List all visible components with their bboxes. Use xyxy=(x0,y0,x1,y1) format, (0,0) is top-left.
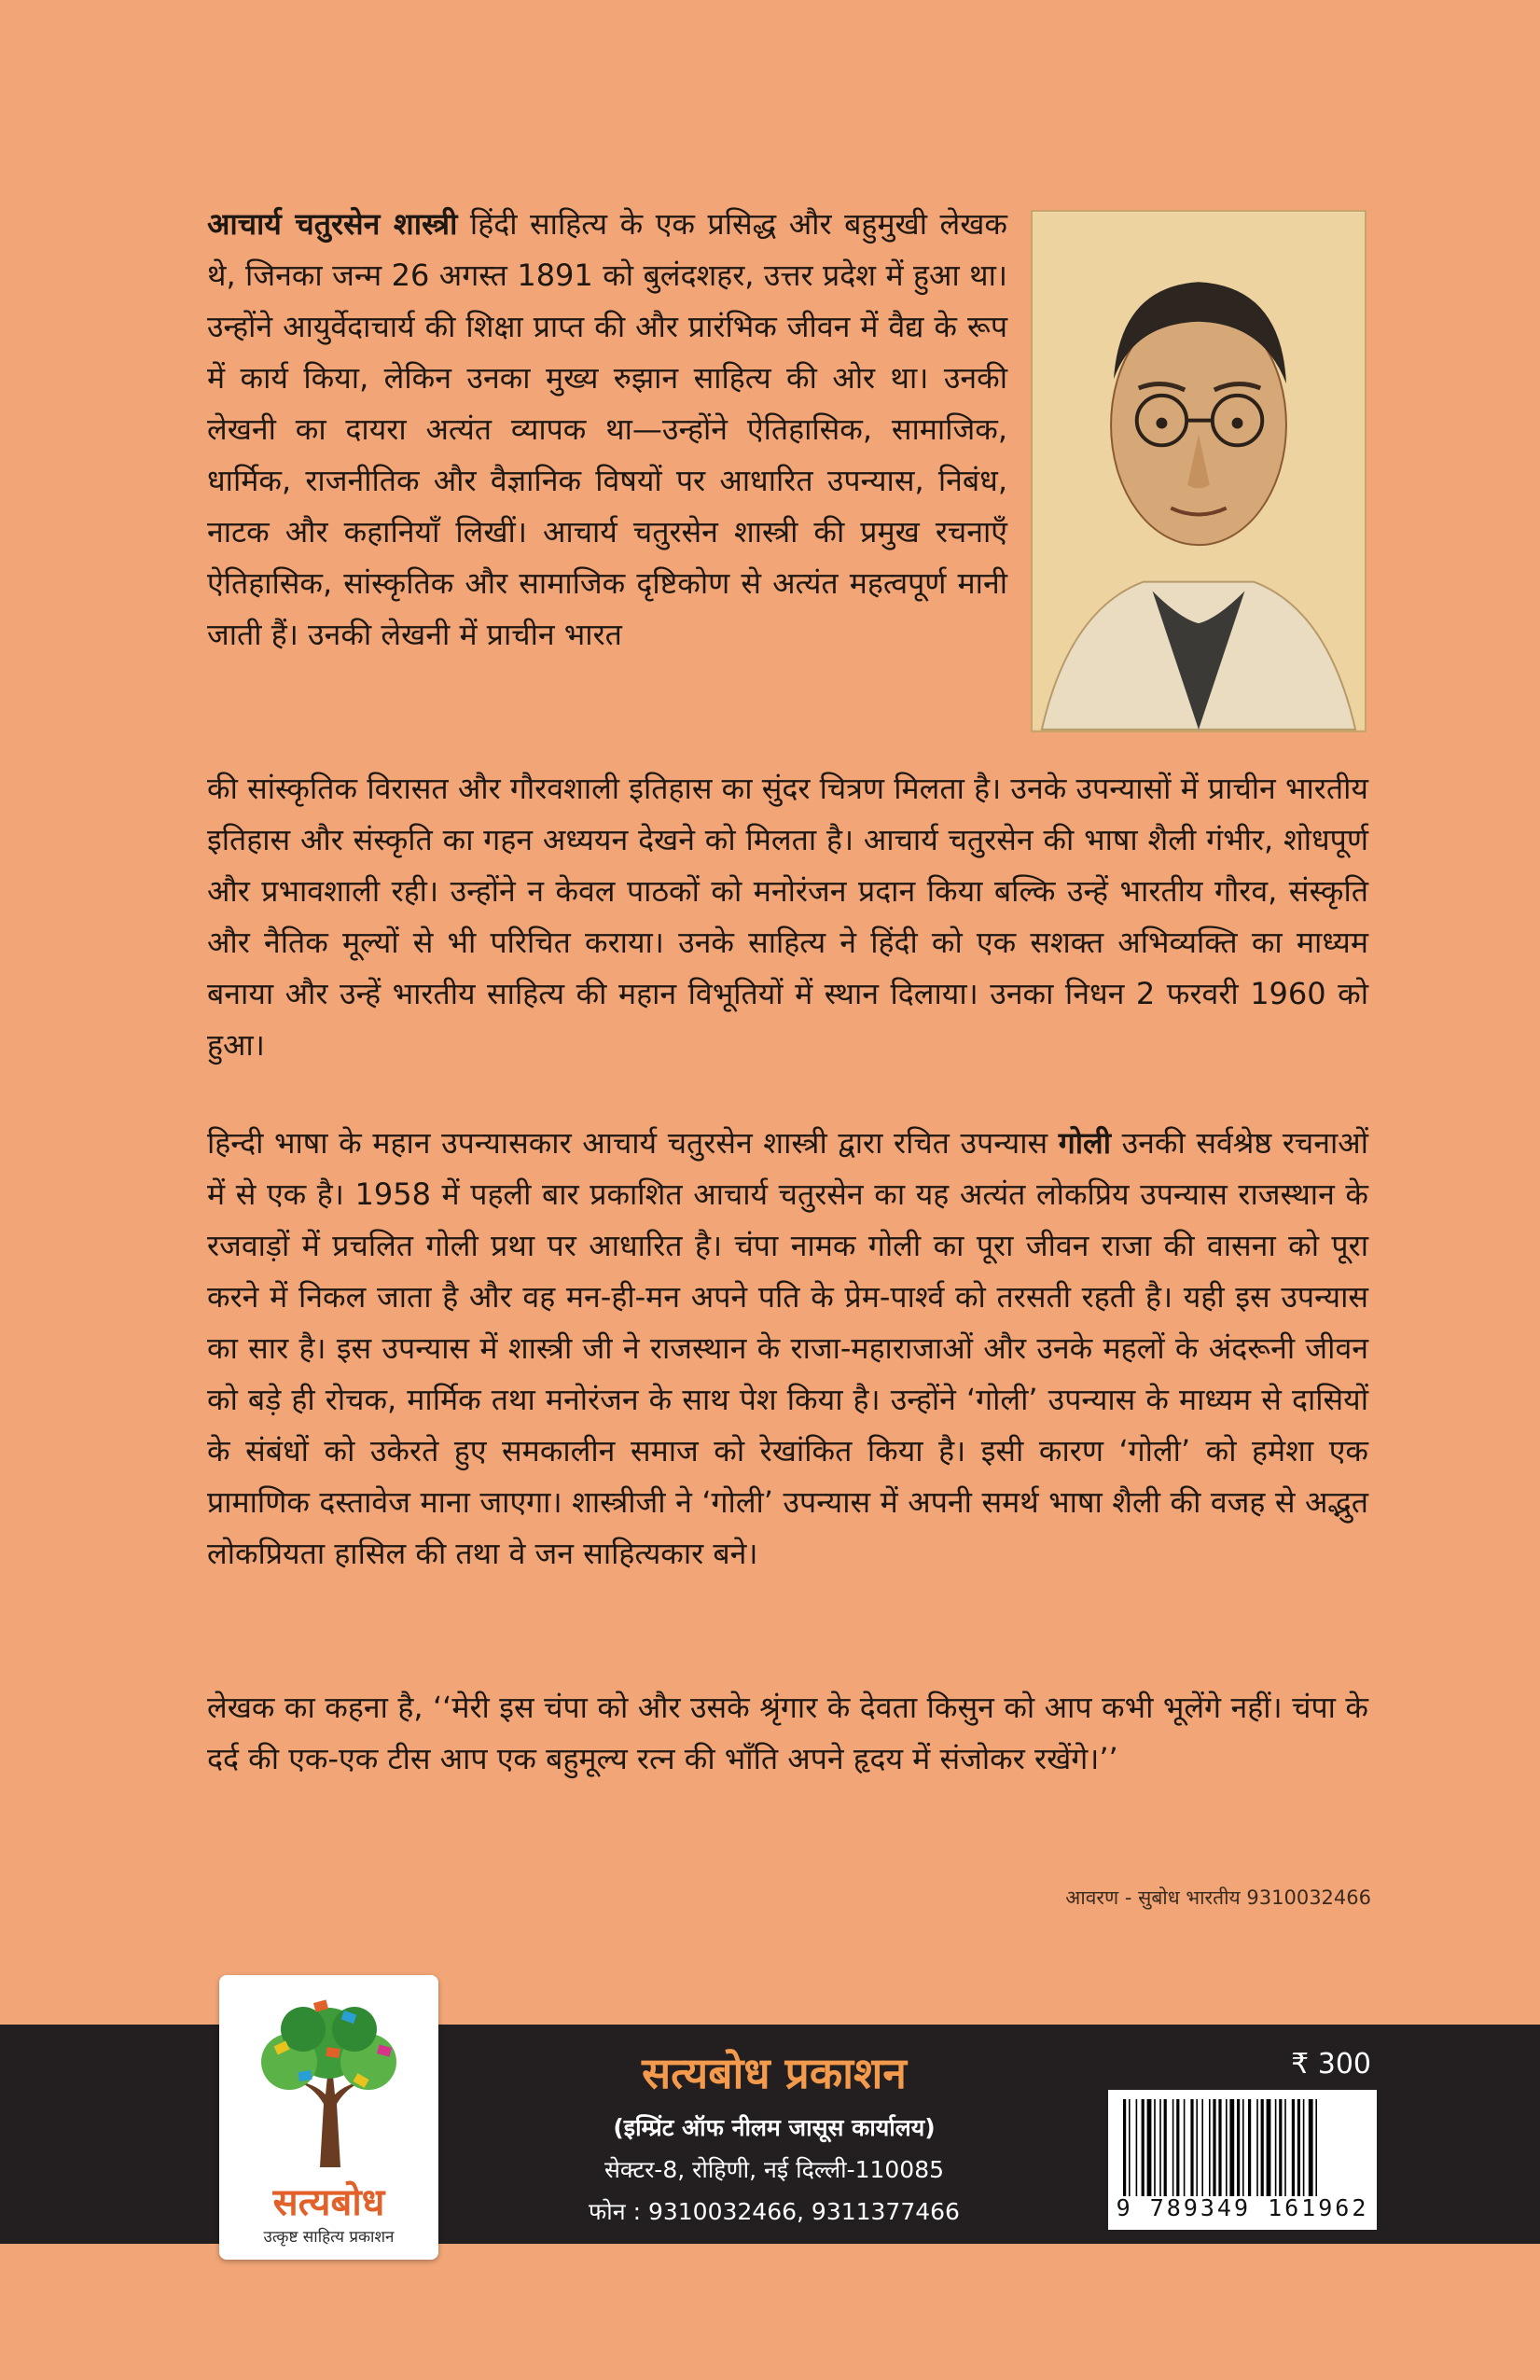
barcode-bar xyxy=(1184,2099,1186,2196)
barcode-bar xyxy=(1136,2099,1138,2196)
barcode-bar xyxy=(1142,2099,1145,2196)
author-quote-paragraph: लेखक का कहना है, ‘‘मेरी इस चंपा को और उसके श्रृंगार के देवता किसुन को आप कभी भूलेंगे नहीं। चंपा के दर्द की एक-एक टीस आप एक बहुमूल्य रत्न की भाँति अपने हृदय में संजोकर रखेंगे।’’ xyxy=(207,1690,1368,1776)
author-portrait xyxy=(1031,210,1367,732)
logo-tagline: उत्कृष्ट साहित्य प्रकाशन xyxy=(263,2228,395,2247)
isbn-number: 9 789349 161962 xyxy=(1116,2194,1369,2221)
publisher-phone: फोन : 9310032466, 9311377466 xyxy=(589,2198,960,2225)
novel-description-text: उनकी सर्वश्रेष्ठ रचनाओं में से एक है। 1958 में पहली बार प्रकाशित आचार्य चतुरसेन का यह अत्यंत लोकप्रिय उपन्यास राजस्थान के रजवाड़ों में प्रचलित गोली प्रथा पर आधारित है। चंपा नामक गोली का पूरा जीवन राजा की वासना को पूरा करने में निकल जाता है और वह मन-ही-मन अपने पति के प्रेम-पार्श्व को तरसती रहती है। यही इस उपन्यास का सार है। इस उपन्यास में शास्त्री जी ने राजस्थान के राजा-महाराजाओं और उनके महलों के अंदरूनी जीवन को बड़े ही रोचक, मार्मिक तथा मनोरंजन के साथ पेश किया है। उन्होंने ‘गोली’ उपन्यास के माध्यम से दासियों के संबंधों को उकेरते हुए समकालीन समाज को रेखांकित किया है। इसी कारण ‘गोली’ को हमेशा एक प्रामाणिक दस्तावेज माना जाएगा। शास्त्रीजी ने ‘गोली’ उपन्यास में अपनी समर्थ भाषा शैली की वजह से अद्भुत लोकप्रियता हासिल की तथा वे जन साहित्यकार बने। xyxy=(207,1125,1368,1571)
barcode-bar xyxy=(1248,2099,1251,2196)
barcode-icon xyxy=(1119,2099,1366,2196)
publisher-logo xyxy=(219,1975,438,2260)
isbn-barcode xyxy=(1108,2090,1377,2230)
barcode-bar xyxy=(1284,2099,1286,2196)
barcode-bar xyxy=(1123,2099,1126,2196)
barcode-bar xyxy=(1229,2099,1234,2196)
author-bio-text: हिंदी साहित्य के एक प्रसिद्ध और बहुमुखी लेखक थे, जिनका जन्म 26 अगस्त 1891 को बुलंदशहर, उत्तर प्रदेश में हुआ था। उन्होंने आयुर्वेदाचार्य की शिक्षा प्राप्त की और प्रारंभिक जीवन में वैद्य के रूप में कार्य किया, लेकिन उनका मुख्य रुझान साहित्य की ओर था। उनकी लेखनी का दायरा अत्यंत व्यापक था—उन्होंने ऐतिहासिक, सामाजिक, धार्मिक, राजनीतिक और वैज्ञानिक विषयों पर आधारित उपन्यास, निबंध, नाटक और कहानियाँ लिखीं। आचार्य चतुरसेन शास्त्री की प्रमुख रचनाएँ ऐतिहासिक, सांस्कृतिक और सामाजिक दृष्टिकोण से अत्यंत महत्वपूर्ण मानी जाती हैं। उनकी लेखनी में प्राचीन भारत xyxy=(207,206,1007,652)
barcode-bar xyxy=(1159,2099,1161,2196)
barcode-bar xyxy=(1164,2099,1167,2196)
barcode-bar xyxy=(1315,2099,1317,2196)
barcode-bar xyxy=(1261,2099,1264,2196)
publisher-imprint: (इम्प्रिंट ऑफ नीलम जासूस कार्यालय) xyxy=(613,2114,936,2141)
barcode-bar xyxy=(1196,2099,1198,2196)
barcode-bar xyxy=(1172,2099,1174,2196)
novel-title: गोली xyxy=(1058,1125,1112,1161)
barcode-bar xyxy=(1154,2099,1156,2196)
barcode-bar xyxy=(1218,2099,1221,2196)
price: ₹ 300 xyxy=(1291,2048,1371,2081)
author-bio-paragraph xyxy=(207,199,1007,661)
author-name: आचार्य चतुरसेन शास्त्री xyxy=(207,206,458,242)
novel-description-intro: हिन्दी भाषा के महान उपन्यासकार आचार्य चतुरसेन शास्त्री द्वारा रचित उपन्यास xyxy=(207,1125,1059,1161)
publisher-address: सेक्टर-8, रोहिणी, नई दिल्ली-110085 xyxy=(604,2156,945,2183)
barcode-bar xyxy=(1303,2099,1305,2196)
barcode-bar xyxy=(1201,2099,1203,2196)
barcode-bar xyxy=(1129,2099,1131,2196)
barcode-bar xyxy=(1213,2099,1215,2196)
publisher-name: सत्यबोध प्रकाशन xyxy=(642,2048,907,2098)
barcode-bar xyxy=(1256,2099,1258,2196)
barcode-bar xyxy=(1279,2099,1282,2196)
author-bio-continuation xyxy=(207,763,1368,1071)
barcode-bar xyxy=(1237,2099,1240,2196)
barcode-bar xyxy=(1209,2099,1211,2196)
tree-icon xyxy=(238,1992,420,2169)
barcode-bar xyxy=(1147,2099,1152,2196)
barcode-bar xyxy=(1275,2099,1277,2196)
logo-name: सत्यबोध xyxy=(272,2181,385,2224)
author-bio-continuation-text: की सांस्कृतिक विरासत और गौरवशाली इतिहास का सुंदर चित्रण मिलता है। उनके उपन्यासों में प्राचीन भारतीय इतिहास और संस्कृति का गहन अध्ययन देखने को मिलता है। आचार्य चतुरसेन की भाषा शैली गंभीर, शोधपूर्ण और प्रभावशाली रही। उन्होंने न केवल पाठकों को मनोरंजन प्रदान किया बल्कि उन्हें भारतीय गौरव, संस्कृति और नैतिक मूल्यों से भी परिचित कराया। उनके साहित्य ने हिंदी को एक सशक्त अभिव्यक्ति का माध्यम बनाया और उन्हें भारतीय साहित्य की महान विभूतियों में स्थान दिलाया। उनका निधन 2 फरवरी 1960 को हुआ। xyxy=(207,771,1368,1063)
barcode-bar xyxy=(1267,2099,1271,2196)
novel-description-paragraph xyxy=(207,1118,1368,1580)
barcode-bar xyxy=(1292,2099,1295,2196)
barcode-bar xyxy=(1226,2099,1228,2196)
barcode-bar xyxy=(1297,2099,1300,2196)
barcode-bar xyxy=(1176,2099,1179,2196)
barcode-bar xyxy=(1309,2099,1313,2196)
barcode-bar xyxy=(1190,2099,1193,2196)
cover-credit: आवरण - सुबोध भारतीय 9310032466 xyxy=(1065,1886,1371,1909)
barcode-bar xyxy=(1242,2099,1244,2196)
